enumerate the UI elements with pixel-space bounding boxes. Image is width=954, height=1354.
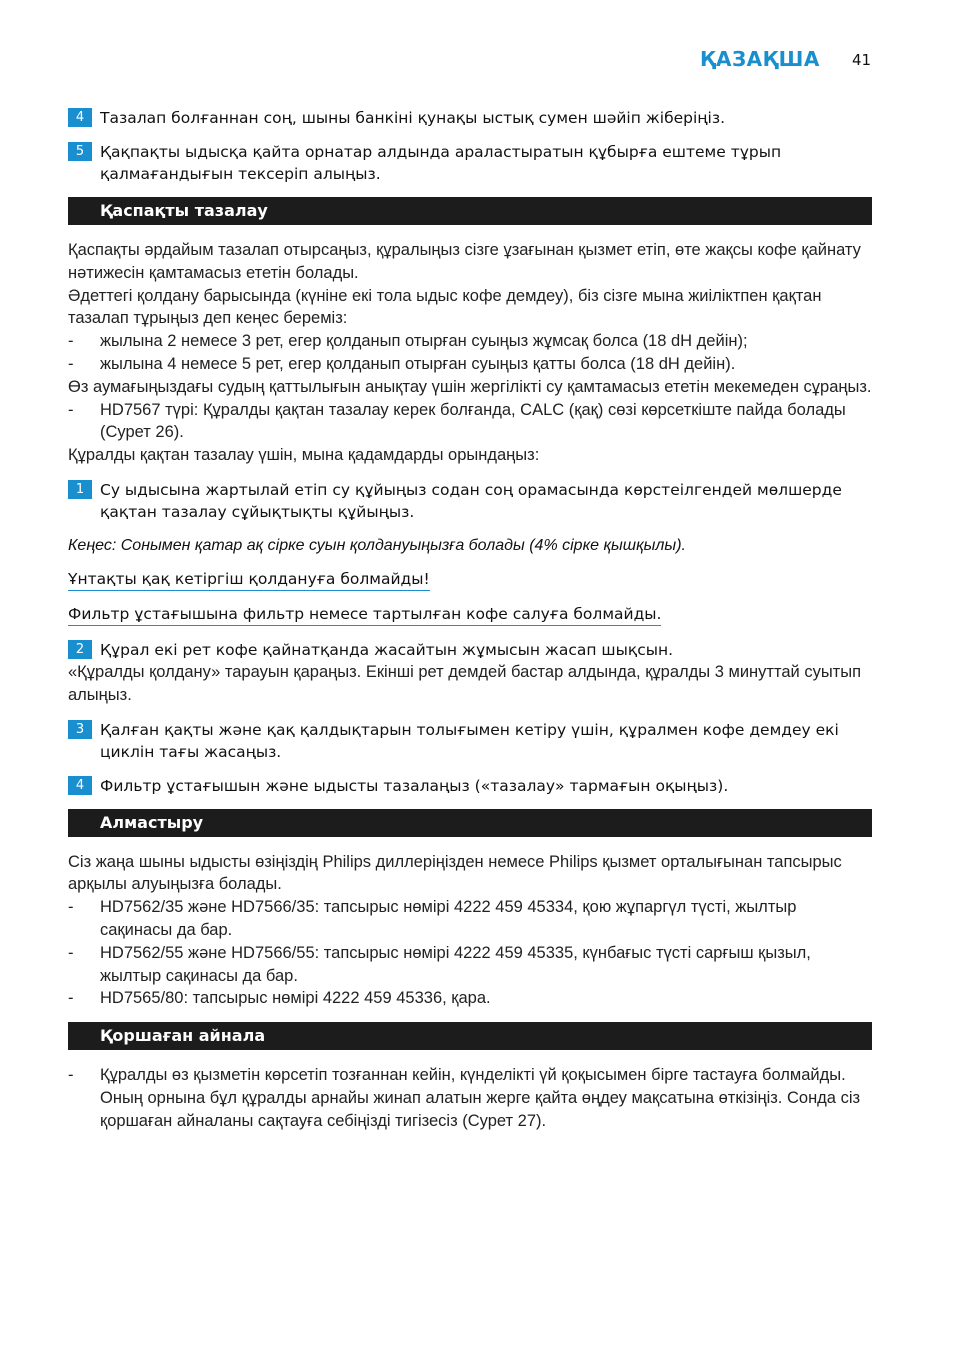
descaling-intro-1: Қаспақты әрдайым тазалап отырсаңыз, құралыңыз сізге ұзағынан қызмет етіп, өте жақсы кофе қайнату нәтижесін қамтамасыз ететін болады. xyxy=(68,241,861,282)
step-5-top xyxy=(68,141,872,185)
step-text: Қақпақты ыдысқа қайта орнатар алдында араластыратын құбырға ештеме тұрып қалмағандығын тексеріп алыңыз. xyxy=(100,143,782,183)
step-number: 1 xyxy=(68,480,92,499)
step-number: 4 xyxy=(68,776,92,795)
list-item: - HD7562/35 және HD7566/35: тапсырыс нөмірі 4222 459 45334, қою жұпаргүл түсті, жылтыр сақинасы да бар. xyxy=(68,898,797,939)
list-item: - HD7562/55 және HD7566/55: тапсырыс нөмірі 4222 459 45335, күнбағыс түсті сарғыш қызыл, жылтыр сақинасы да бар. xyxy=(68,943,811,985)
tip-text: Кеңес: Сонымен қатар ақ сірке суын қолдануыңызға болады (4% сірке қышқылы). xyxy=(68,536,686,554)
step-3 xyxy=(68,719,872,763)
step-number: 3 xyxy=(68,720,92,739)
step-4-top xyxy=(68,107,872,129)
water-hardness-note: Өз аумағыңыздағы судың қаттылығын анықтау үшін жергілікті су қамтамасыз ететін мекемеден сұраңыз. xyxy=(68,377,872,396)
warning-filter: Фильтр ұстағышына фильтр немесе тартылған кофе салуға болмайды. xyxy=(68,604,661,626)
section-heading-descaling: Қаспақты тазалау xyxy=(68,197,872,225)
step-2-note: «Құралды қолдану» тарауын қараңыз. Екінші рет демдей бастар алдында, құралды 3 минуттай суытып алыңыз. xyxy=(68,662,862,704)
descaling-intro-2: Әдеттегі қолдану барысында (күніне екі тола ыдыс кофе демдеу), біз сізге мына жиіліктпен қақтан тазалап тұрыңыз деп кеңес береміз: xyxy=(68,286,822,328)
warning-powder: Ұнтақты қақ кетіргіш қолдануға болмайды! xyxy=(68,569,430,591)
step-number: 2 xyxy=(68,640,92,659)
step-text: Құрал екі рет кофе қайнатқанда жасайтын жұмысын жасап шықсын. xyxy=(100,640,674,659)
section-heading-environment: Қоршаған айнала xyxy=(68,1022,872,1050)
step-text: Су ыдысына жартылай етіп су құйыңыз содан соң орамасында көрстеілгендей мөлшерде қақтан тазалау сұйықтықты құйыңыз. xyxy=(100,480,842,521)
list-item: - Құралды өз қызметін көрсетіп тозғаннан кейін, күнделікті үй қоқысымен бірге тастауға болмайды. Оның орнына бұл құралды арнайы жинап алатын жерге қайта өңдеу мақсатына өткізіңіз. Сонда сіз қоршаған айналаны сақтауға себіңізді тигізесіз (Сурет 27). xyxy=(68,1066,861,1130)
step-number: 4 xyxy=(68,108,92,127)
list-item: - HD7565/80: тапсырыс нөмірі 4222 459 45336, қара. xyxy=(68,989,491,1008)
list-item: - жылына 2 немесе 3 рет, егер қолданып отырған суыңыз жұмсақ болса (18 dH дейін); xyxy=(68,332,748,351)
list-item: - HD7567 түрі: Құралды қақтан тазалау керек болғанда, CALC (қақ) сөзі көрсеткіште пайда болады (Сурет 26). xyxy=(68,400,846,442)
header-language: ҚАЗАҚША xyxy=(700,47,820,71)
step-1 xyxy=(68,479,872,523)
page-content xyxy=(68,107,872,1133)
step-text: Тазалап болғаннан соң, шыны банкіні қунақы ыстық сумен шәйіп жіберіңіз. xyxy=(100,109,726,127)
page-number: 41 xyxy=(852,51,872,69)
step-text: Қалған қақты және қақ қалдықтарын толығымен кетіру үшін, құралмен кофе демдеу екі циклін тағы жасаңыз. xyxy=(100,720,839,761)
replacement-intro: Сіз жаңа шыны ыдысты өзіңіздің Philips диллеріңізден немесе Philips қызмет орталығынан тапсырыс арқылы алуыңызға болады. xyxy=(68,852,842,894)
step-4 xyxy=(68,775,872,797)
step-2 xyxy=(68,639,872,661)
steps-intro: Құралды қақтан тазалау үшін, мына қадамдарды орындаңыз: xyxy=(68,446,540,465)
step-text: Фильтр ұстағышын және ыдысты тазалаңыз («тазалау» тармағын оқыңыз). xyxy=(100,776,729,795)
step-number: 5 xyxy=(68,142,92,161)
list-item: - жылына 4 немесе 5 рет, егер қолданып отырған суыңыз қатты болса (18 dH дейін). xyxy=(68,354,736,373)
section-heading-replacement: Алмастыру xyxy=(68,809,872,837)
